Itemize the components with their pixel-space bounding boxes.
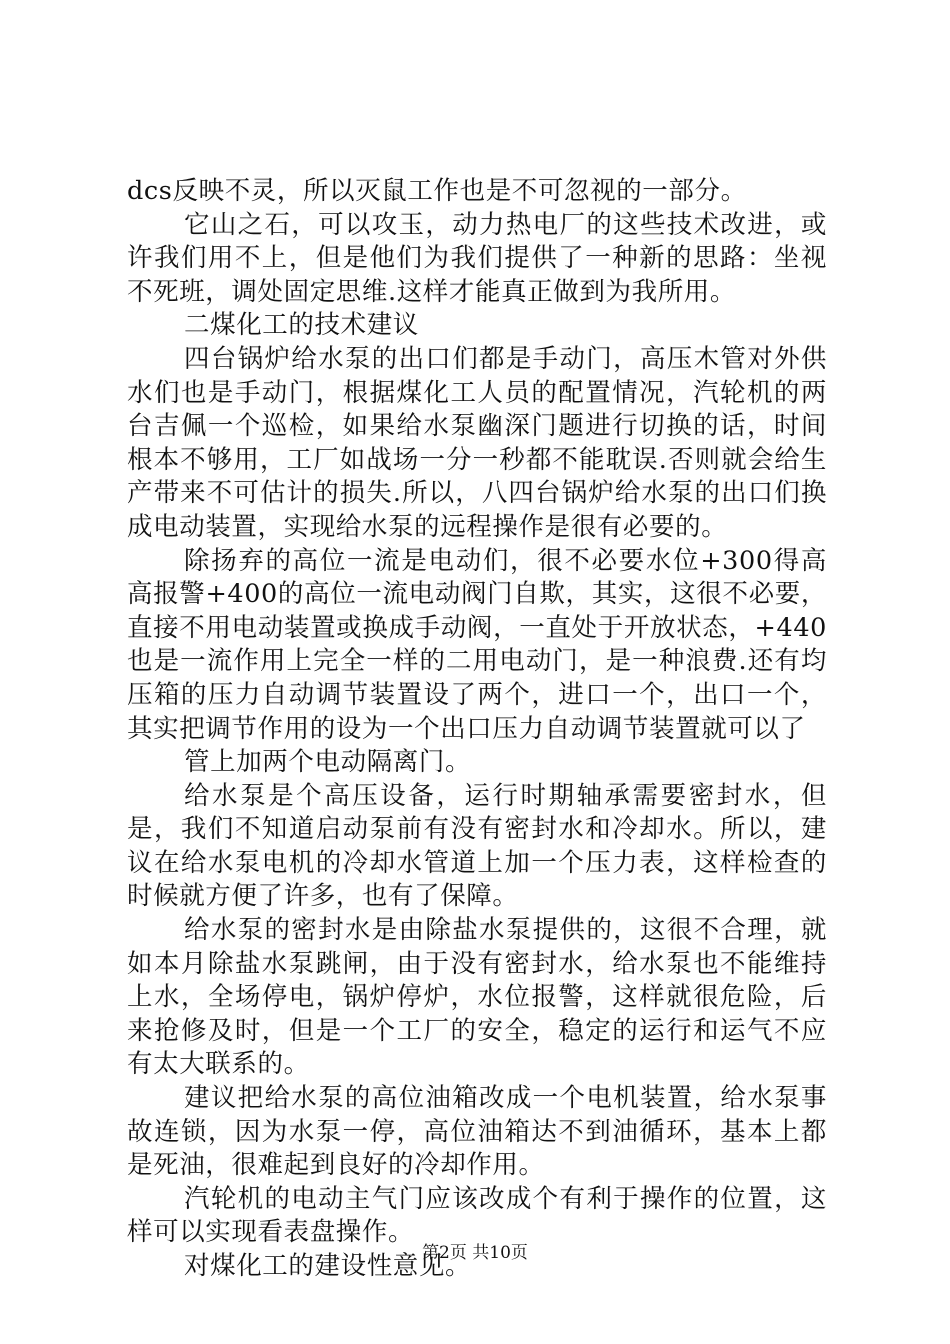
paragraph-sealing-water-supply: 给水泵的密封水是由除盐水泵提供的，这很不合理，就如本月除盐水泵跳闸，由于没有密封水，给水泵也不能维持上水，全场停电，锅炉停炉，水位报警，这样就很危险，后来抢修及时，但是一个工厂的安全，稳定的运行和运气不应有太大联系的。 [127,915,827,1080]
page-number-footer: 第2页 共10页 [422,1243,528,1263]
paragraph-high-level-oil-tank: 建议把给水泵的高位油箱改成一个电机装置，给水泵事故连锁，因为水泵一停，高位油箱达不到油循环，基本上都是死油，很难起到良好的冷却作用。 [127,1083,827,1181]
paragraph-high-level-overflow-valves: 除扬弃的高位一流是电动们，很不必要水位+300得高高报警+400的高位一流电动阀门自欺，其实，这很不必要，直接不用电动装置或换成手动阀，一直处于开放状态，+440也是一流作用上完全一样的二用电动门，是一种浪费.还有均压箱的压力自动调节装置设了两个，进口一个，出口一个，其实把调节作用的设为一个出口压力自动调节装置就可以了 [127,545,827,744]
paragraph-main-steam-valve: 汽轮机的电动主气门应该改成个有利于操作的位置，这样可以实现看表盘操作。 [127,1183,827,1248]
section-heading-technical-suggestions: 二煤化工的技术建议 [184,310,419,341]
paragraph-learning-from-others: 它山之石，可以攻玉，动力热电厂的这些技术改进，或许我们用不上，但是他们为我们提供了一种新的思路：坐视不死班，调处固定思维.这样才能真正做到为我所用。 [127,209,827,307]
paragraph-feed-pump-outlet-valves: 四台锅炉给水泵的出口们都是手动门，高压木管对外供水们也是手动门，根据煤化工人员的配置情况，汽轮机的两台吉佩一个巡检，如果给水泵幽深门题进行切换的话，时间根本不够用，工厂如战场一分一秒都不能耽误.否则就会给生产带来不可估计的损失.所以，八四台锅炉给水泵的出口们换成电动装置，实现给水泵的远程操作是很有必要的。 [127,343,827,542]
document-body [127,175,827,1284]
paragraph-sealing-water-pressure-gauge: 给水泵是个高压设备，运行时期轴承需要密封水，但是，我们不知道启动泵前有没有密封水和冷却水。所以，建议在给水泵电机的冷却水管道上加一个压力表，这样检查的时候就方便了许多，也有了保障。 [127,780,827,912]
paragraph-constructive-opinions: 对煤化工的建设性意见。 [184,1251,472,1281]
paragraph-isolation-valves: 管上加两个电动隔离门。 [184,747,472,778]
paragraph-dcs-rodent-control: dcs反映不灵，所以灭鼠工作也是不可忽视的一部分。 [127,176,747,206]
